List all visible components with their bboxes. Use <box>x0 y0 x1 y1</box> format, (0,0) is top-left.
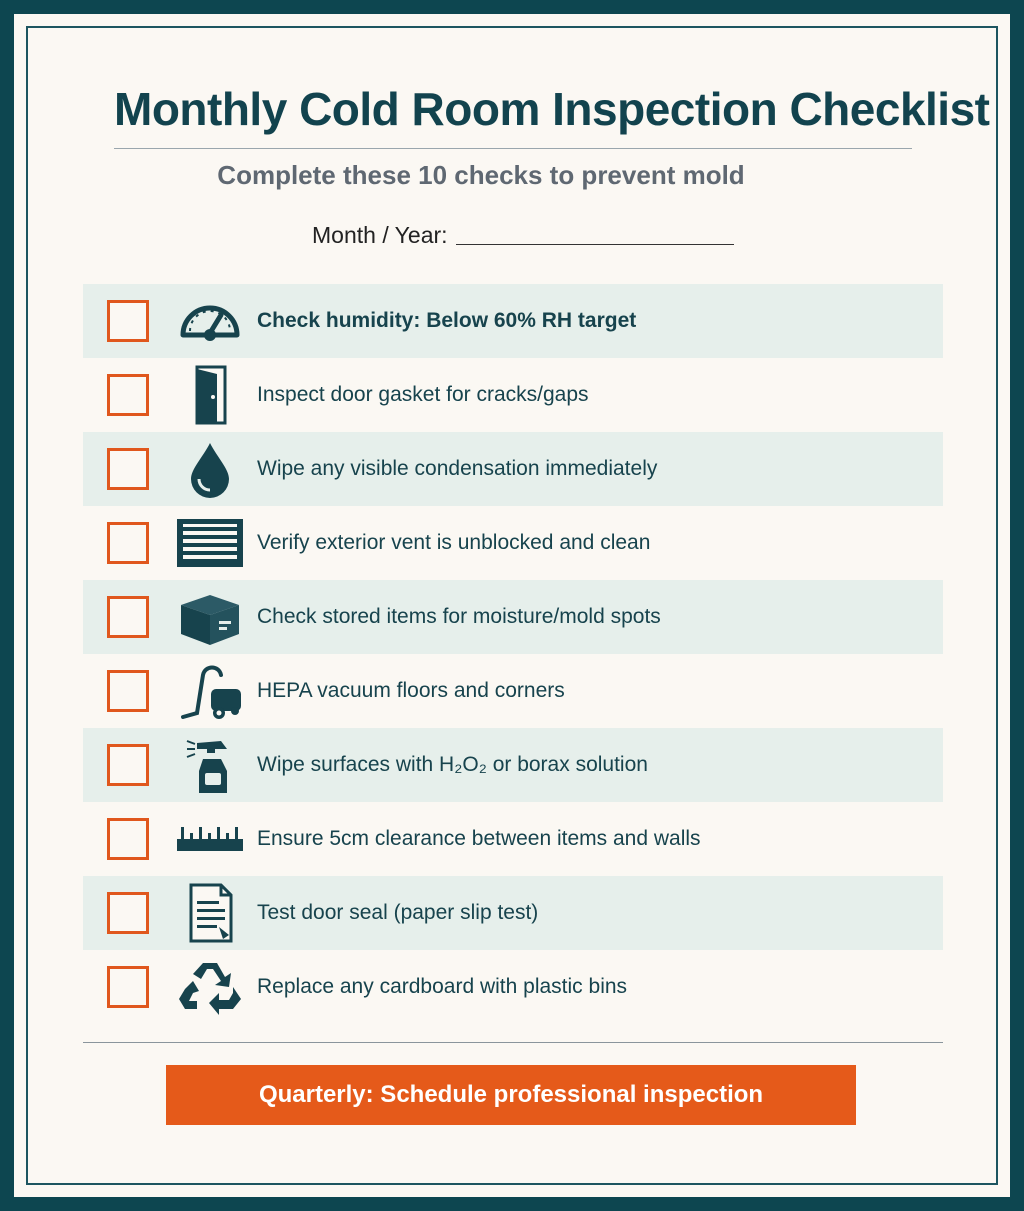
page-title: Monthly Cold Room Inspection Checklist <box>114 83 990 135</box>
document-icon <box>175 883 245 943</box>
checklist <box>83 284 943 1024</box>
item-label: Inspect door gasket for cracks/gaps <box>257 383 589 406</box>
checklist-item <box>83 802 943 876</box>
checkbox[interactable] <box>107 670 149 712</box>
page-subtitle: Complete these 10 checks to prevent mold <box>217 160 745 190</box>
quarterly-banner <box>166 1065 856 1125</box>
item-label: Check humidity: Below 60% RH target <box>257 309 637 332</box>
item-label: Test door seal (paper slip test) <box>257 901 539 924</box>
vacuum-icon <box>175 661 245 721</box>
item-label: HEPA vacuum floors and corners <box>257 679 565 702</box>
checkbox[interactable] <box>107 596 149 638</box>
item-label: Check stored items for moisture/mold spots <box>257 605 661 628</box>
gauge-icon <box>175 291 245 351</box>
checkbox[interactable] <box>107 522 149 564</box>
checkbox[interactable] <box>107 818 149 860</box>
checklist-item <box>83 654 943 728</box>
checklist-item <box>83 358 943 432</box>
title-divider <box>114 148 912 149</box>
spray-bottle-icon <box>175 735 245 795</box>
checkbox[interactable] <box>107 374 149 416</box>
bottom-divider <box>83 1042 943 1043</box>
checklist-item <box>83 432 943 506</box>
door-icon <box>175 365 245 425</box>
month-year-label: Month / Year: <box>312 222 448 248</box>
checklist-item <box>83 284 943 358</box>
recycle-icon <box>175 957 245 1017</box>
checklist-item <box>83 580 943 654</box>
checklist-item <box>83 506 943 580</box>
item-label: Wipe surfaces with H₂O₂ or borax solution <box>257 753 648 776</box>
vent-icon <box>175 513 245 573</box>
item-label: Replace any cardboard with plastic bins <box>257 975 628 998</box>
checkbox[interactable] <box>107 744 149 786</box>
item-label: Ensure 5cm clearance between items and walls <box>257 827 701 850</box>
banner-text: Quarterly: Schedule professional inspection <box>258 1081 764 1108</box>
checklist-item <box>83 876 943 950</box>
water-drop-icon <box>175 439 245 499</box>
checklist-item <box>83 728 943 802</box>
checkbox[interactable] <box>107 300 149 342</box>
item-label: Wipe any visible condensation immediately <box>257 457 658 480</box>
checkbox[interactable] <box>107 966 149 1008</box>
checkbox[interactable] <box>107 892 149 934</box>
checkbox[interactable] <box>107 448 149 490</box>
checklist-item <box>83 950 943 1024</box>
month-year-blank[interactable] <box>456 244 734 245</box>
checklist-page <box>14 14 1010 1197</box>
month-year-field <box>312 222 734 249</box>
box-icon <box>175 587 245 647</box>
ruler-icon <box>175 809 245 869</box>
item-label: Verify exterior vent is unblocked and clean <box>257 531 651 554</box>
